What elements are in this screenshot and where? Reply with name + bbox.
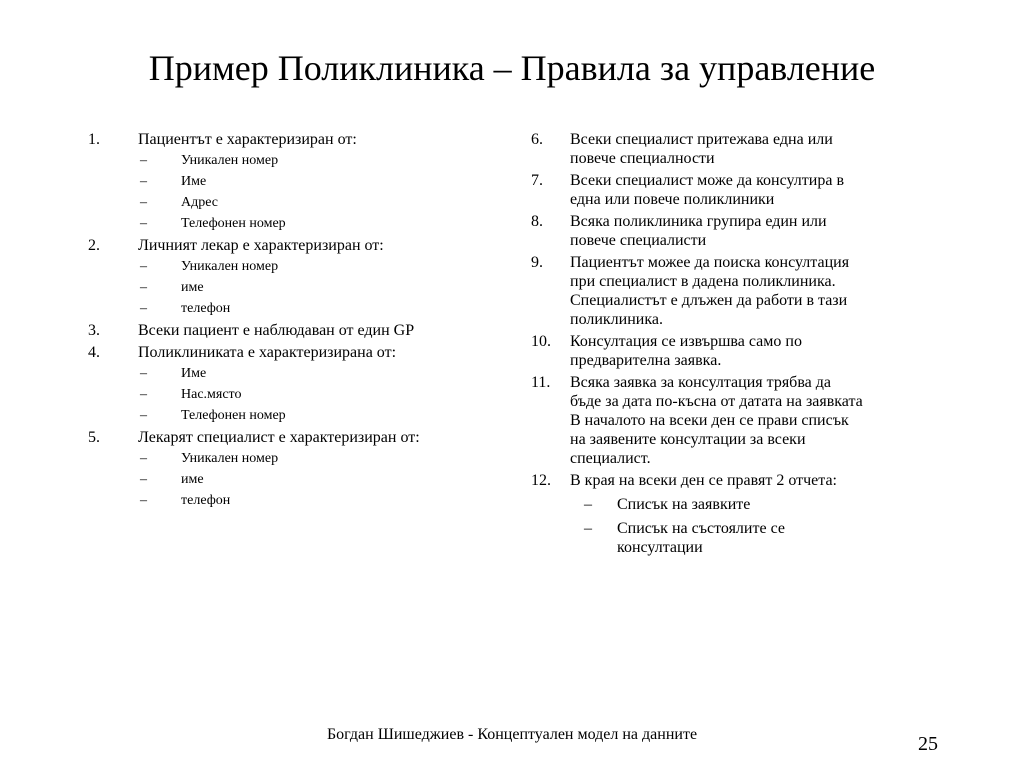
sub-item-text: Уникален номер: [181, 153, 279, 168]
item-number: 9.: [531, 254, 543, 271]
dash-bullet: –: [140, 472, 147, 487]
dash-bullet: –: [140, 387, 147, 402]
list-item: [88, 428, 508, 510]
item-text: Пациентът е характеризиран от:: [138, 131, 357, 148]
item-number: 2.: [88, 237, 100, 254]
item-number: 5.: [88, 429, 100, 446]
sub-item: [88, 278, 508, 297]
list-item: [531, 332, 951, 370]
sub-item: [531, 495, 951, 514]
item-number: 1.: [88, 131, 100, 148]
sub-item-text: телефон: [181, 301, 231, 316]
item-text: Поликлиниката е характеризирана от:: [138, 344, 397, 361]
dash-bullet: –: [140, 216, 147, 231]
sub-item: [88, 406, 508, 425]
item-number: 10.: [531, 333, 551, 350]
list-item: [88, 130, 508, 233]
footer-text: Богдан Шишеджиев - Концептуален модел на данните: [326, 726, 698, 743]
item-number: 3.: [88, 322, 100, 339]
item-number: 8.: [531, 213, 543, 230]
item-number: 11.: [531, 374, 551, 391]
sub-item: [88, 257, 508, 276]
item-text: Всеки специалист притежава една или повече специалности: [570, 131, 833, 167]
item-text: В края на всеки ден се правят 2 отчета:: [570, 472, 837, 489]
dash-bullet: –: [140, 153, 147, 168]
sub-item: [88, 151, 508, 170]
sub-item-text: Телефонен номер: [181, 216, 286, 231]
list-item: [531, 130, 951, 168]
slide-title: Пример Поликлиника – Правила за управление: [148, 48, 876, 88]
sub-item-text: Списък на състоялите се консултации: [617, 520, 785, 556]
dash-bullet: –: [140, 493, 147, 508]
sub-item-text: телефон: [181, 493, 231, 508]
dash-bullet: –: [140, 174, 147, 189]
dash-bullet: –: [584, 496, 592, 513]
sub-item: [88, 449, 508, 468]
item-number: 6.: [531, 131, 543, 148]
list-item: [88, 321, 508, 340]
left-column: [88, 130, 508, 513]
sub-item-text: Нас.място: [181, 387, 242, 402]
sub-item-text: Списък на заявките: [617, 496, 751, 513]
page-number: 25: [918, 733, 938, 755]
sub-item-text: име: [181, 280, 204, 295]
item-text: Всяка заявка за консултация трябва да бъде за дата по-късна от датата на заявката В началото на всеки ден се прави списък на заявените консултации за всеки специалист.: [570, 374, 863, 467]
sub-item: [88, 172, 508, 191]
sub-item-text: Уникален номер: [181, 451, 279, 466]
sub-item: [88, 470, 508, 489]
sub-item-text: Телефонен номер: [181, 408, 286, 423]
sub-item: [531, 519, 951, 557]
item-text: Всеки специалист може да консултира в една или повече поликлиники: [570, 172, 844, 208]
item-text: Всеки пациент е наблюдаван от един GP: [138, 322, 415, 339]
item-text: Всяка поликлиника групира един или повече специалисти: [570, 213, 827, 249]
dash-bullet: –: [140, 366, 147, 381]
dash-bullet: –: [140, 408, 147, 423]
list-item: [531, 212, 951, 250]
dash-bullet: –: [140, 301, 147, 316]
sub-item: [88, 385, 508, 404]
sub-item: [88, 299, 508, 318]
sub-item-text: Име: [181, 366, 207, 381]
right-column: [531, 130, 951, 560]
dash-bullet: –: [140, 280, 147, 295]
sub-item: [88, 491, 508, 510]
item-number: 7.: [531, 172, 543, 189]
item-text: Лекарят специалист е характеризиран от:: [138, 429, 420, 446]
dash-bullet: –: [140, 451, 147, 466]
dash-bullet: –: [140, 195, 147, 210]
sub-item-text: име: [181, 472, 204, 487]
sub-item-text: Адрес: [181, 195, 219, 210]
dash-bullet: –: [140, 259, 147, 274]
sub-item-text: Име: [181, 174, 207, 189]
item-text: Пациентът можее да поиска консултация при специалист в дадена поликлиника. Специалистът е длъжен да работи в тази поликлиника.: [570, 254, 850, 328]
list-item: [531, 471, 951, 557]
list-item: [531, 171, 951, 209]
list-item: [531, 373, 951, 468]
list-item: [88, 343, 508, 425]
item-number: 12.: [531, 472, 551, 489]
dash-bullet: –: [584, 520, 592, 537]
item-text: Консултация се извършва само по предварителна заявка.: [570, 333, 802, 369]
list-item: [531, 253, 951, 329]
sub-item: [88, 214, 508, 233]
sub-item: [88, 193, 508, 212]
sub-item-text: Уникален номер: [181, 259, 279, 274]
list-item: [88, 236, 508, 318]
item-number: 4.: [88, 344, 100, 361]
sub-item: [88, 364, 508, 383]
item-text: Личният лекар е характеризиран от:: [138, 237, 384, 254]
